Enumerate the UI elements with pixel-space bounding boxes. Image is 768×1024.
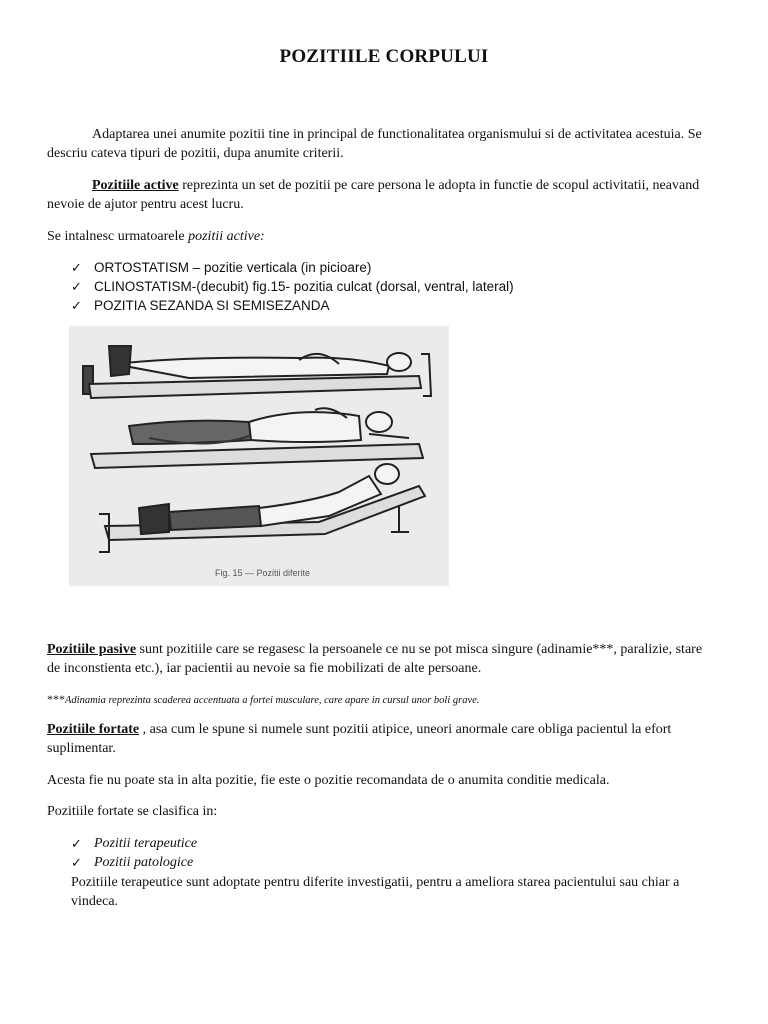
list-item-text: POZITIA SEZANDA SI SEMISEZANDA: [94, 298, 330, 313]
intro-paragraph: Adaptarea unei anumite pozitii tine in principal de functionalitatea organismului si de activitatea acestuia. Se descriu cateva tipuri de pozitii, dupa anumite criterii.: [47, 127, 702, 161]
forced-paragraph-4: Pozitiile terapeutice sunt adoptate pentru diferite investigatii, pentru a ameliora starea pacientului sau chiar a vindeca.: [71, 875, 680, 909]
list-item-text: ORTOSTATISM – pozitie verticala (in picioare): [94, 260, 372, 275]
footnote: [47, 690, 717, 710]
active-paragraph: [47, 176, 717, 214]
forced-paragraph-2: Acesta fie nu poate sta in alta pozitie, fie este o pozitie recomandata de o anumita conditie medicala.: [47, 773, 610, 788]
list-item-text: Pozitii terapeutice: [94, 836, 198, 851]
list-intro-text: Se intalnesc urmatoarele: [47, 229, 189, 244]
page-title: POZITIILE CORPULUI: [279, 46, 489, 67]
forced-heading: Pozitiile fortate: [47, 722, 140, 737]
footnote-mark: ***: [47, 692, 65, 706]
bed-supine: [83, 346, 431, 398]
list-item: [71, 834, 197, 853]
passive-heading: Pozitiile pasive: [47, 642, 137, 657]
list-intro-italic: pozitii active:: [188, 229, 265, 244]
list-item: [71, 296, 514, 315]
bed-semisitting: [99, 464, 425, 552]
check-icon: ✓: [71, 279, 82, 294]
passive-paragraph: [47, 640, 717, 678]
list-item-text: CLINOSTATISM-(decubit) fig.15- pozitia culcat (dorsal, ventral, lateral): [94, 279, 514, 294]
footnote-text: Adinamia reprezinta scaderea accentuata a fortei musculare, care apare in cursul unor boli grave.: [65, 695, 480, 706]
positions-figure: [69, 326, 449, 586]
check-icon: ✓: [71, 298, 82, 313]
forced-paragraph: [47, 720, 717, 758]
list-item: [71, 853, 197, 872]
forced-paragraph-3: Pozitiile fortate se clasifica in:: [47, 804, 218, 819]
check-icon: ✓: [71, 855, 82, 870]
positions-illustration: [69, 326, 449, 586]
figure-caption: Fig. 15 — Pozitii diferite: [215, 568, 311, 578]
active-list-intro: [47, 227, 717, 246]
check-icon: ✓: [71, 836, 82, 851]
active-text: reprezinta un set de pozitii pe care persona le adopta in functie de scopul activitatii, neavand nevoie de ajutor pentru acest lucru.: [47, 178, 700, 212]
active-positions-list: [71, 258, 514, 315]
passive-text: sunt pozitiile care se regasesc la persoanele ce nu se pot misca singure (adinamie***, paralizie, stare de inconstienta etc.), iar pacientii au nevoie sa fie mobilizati de alte persoane.: [47, 642, 703, 676]
list-item: [71, 277, 514, 296]
list-item-text: Pozitii patologice: [94, 855, 194, 870]
check-icon: ✓: [71, 260, 82, 275]
active-heading: Pozitiile active: [92, 178, 179, 193]
list-item: [71, 258, 514, 277]
forced-text: , asa cum le spune si numele sunt pozitii atipice, uneori anormale care obliga pacientul la efort suplimentar.: [47, 722, 672, 756]
forced-positions-list: [71, 834, 197, 872]
bed-lateral: [91, 408, 423, 468]
